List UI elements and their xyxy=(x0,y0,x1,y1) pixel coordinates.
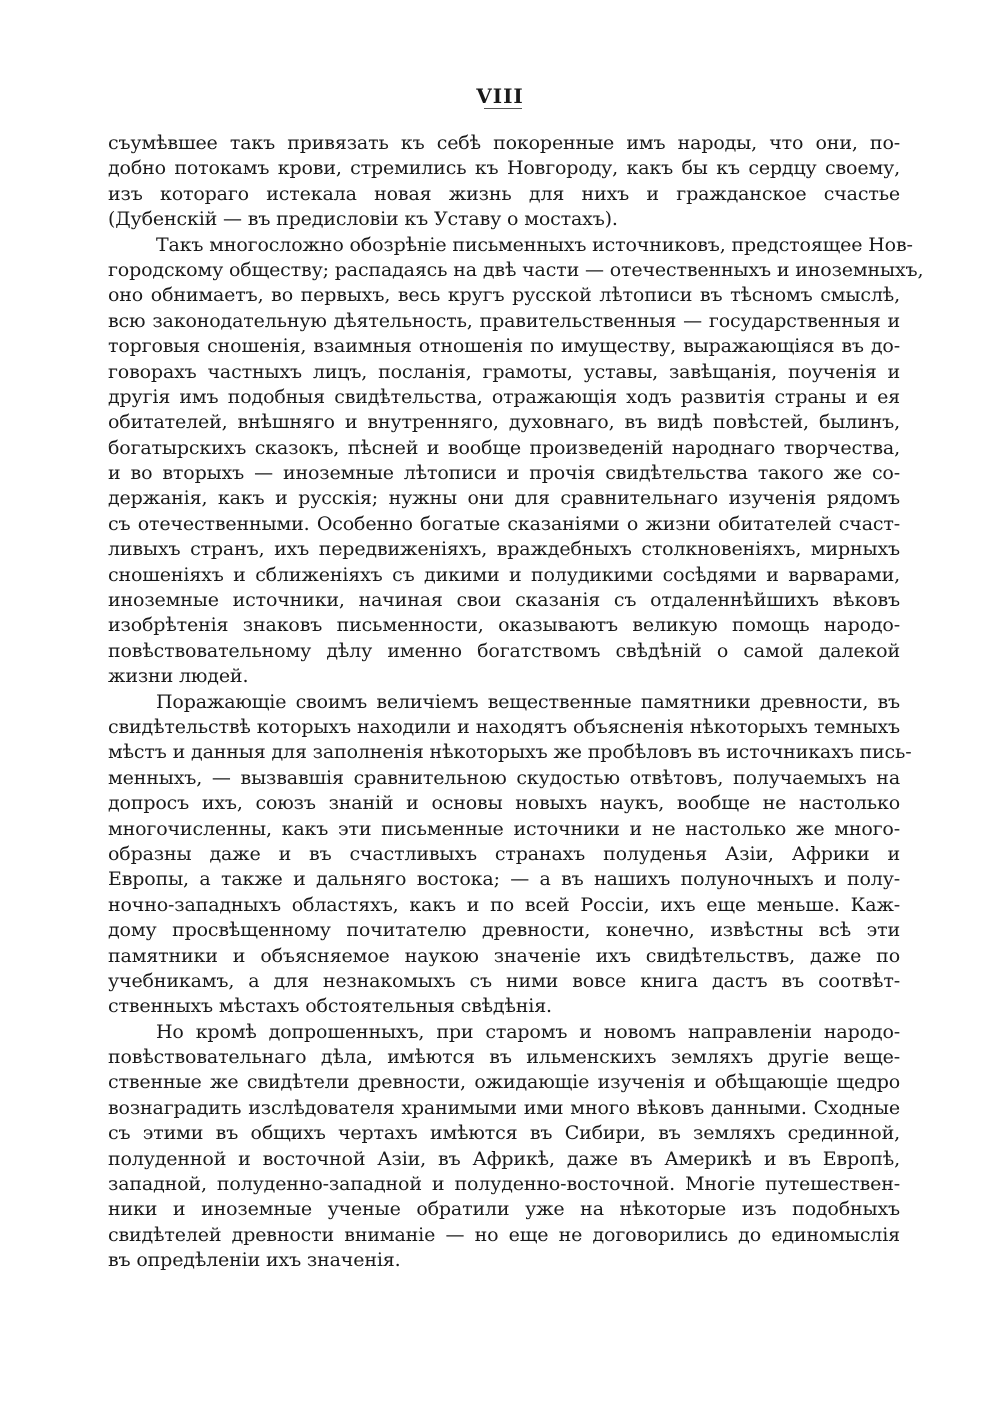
text-line: оно обнимаетъ, во первыхъ, весь кругъ русской лѣтописи въ тѣсномъ смыслѣ, xyxy=(108,284,900,307)
text-line: ственные же свидѣтели древности, ожидающіе изученія и обѣщающіе щедро xyxy=(108,1071,900,1094)
text-line: изъ котораго истекала новая жизнь для нихъ и гражданское счастье xyxy=(108,182,900,205)
text-line: съ отечественными. Особенно богатые сказаніями о жизни обитателей счаст- xyxy=(108,512,900,535)
text-line: обитателей, внѣшняго и внутренняго, духовнаго, въ видѣ повѣстей, былинъ, xyxy=(108,411,900,434)
text-line: мѣстъ и данныя для заполненія нѣкоторыхъ же пробѣловъ въ источникахъ пись- xyxy=(108,741,912,764)
text-line: въ опредѣленіи ихъ значенія. xyxy=(108,1249,401,1272)
text-line: Европы, а также и дальняго востока; — а въ нашихъ полуночныхъ и полу- xyxy=(108,868,900,891)
text-line: вознаградить изслѣдователя хранимыми ими много вѣковъ данными. Сходные xyxy=(108,1096,900,1119)
text-line: многочисленны, какъ эти письменные источники и не настолько же много- xyxy=(108,817,900,840)
text-line: держанія, какъ и русскія; нужны они для сравнительнаго изученія рядомъ xyxy=(108,487,900,510)
page-number: VIII xyxy=(476,84,524,108)
text-line: памятники и объясняемое наукою значеніе ихъ свидѣтельствъ, даже по xyxy=(108,944,900,967)
text-line: свидѣтелей древности вниманіе — но еще не договорились до единомыслія xyxy=(108,1223,900,1246)
text-line: Поражающіе своимъ величіемъ вещественные памятники древности, въ xyxy=(156,690,900,713)
text-line: ливыхъ странъ, ихъ передвиженіяхъ, враждебныхъ столкновеніяхъ, мирныхъ xyxy=(108,538,900,561)
text-line: сношеніяхъ и сближеніяхъ съ дикими и полудикими сосѣдями и варварами, xyxy=(108,563,900,586)
text-line: западной, полуденно-западной и полуденно-восточной. Многіе путешествен- xyxy=(108,1173,900,1196)
text-line: богатырскихъ сказокъ, пѣсней и вообще произведеній народнаго творчества, xyxy=(108,436,900,459)
text-line: свидѣтельствѣ которыхъ находили и находятъ объясненія нѣкоторыхъ темныхъ xyxy=(108,715,900,738)
paragraph xyxy=(108,690,912,1020)
text-line: (Дубенскій — въ предисловіи къ Уставу о мостахъ). xyxy=(108,208,618,231)
text-line: съ этими въ общихъ чертахъ имѣются въ Сибири, въ земляхъ срединной, xyxy=(108,1122,900,1145)
text-line: учебникамъ, а для незнакомыхъ съ ними вовсе книга дастъ въ соотвѣт- xyxy=(108,969,900,992)
text-line: торговыя сношенія, взаимныя отношенія по имуществу, выражающіяся въ до- xyxy=(108,335,900,358)
text-line: добно потокамъ крови, стремились къ Новгороду, какъ бы къ сердцу своему, xyxy=(108,157,900,180)
text-line: Но кромѣ допрошенныхъ, при старомъ и новомъ направленіи народо- xyxy=(156,1020,900,1043)
text-line: и во вторыхъ — иноземные лѣтописи и прочія свидѣтельства такого же со- xyxy=(108,462,900,485)
text-line: говорахъ частныхъ лицъ, посланія, грамоты, уставы, завѣщанія, поученія и xyxy=(108,360,900,383)
text-line: другія имъ подобныя свидѣтельства, отражающія ходъ развитія страны и ея xyxy=(108,385,900,408)
text-line: образны даже и въ счастливыхъ странахъ полуденья Азіи, Африки и xyxy=(108,842,900,865)
paragraph xyxy=(108,131,900,233)
text-line: городскому обществу; распадаясь на двѣ части — отечественныхъ и иноземныхъ, xyxy=(108,258,924,281)
text-line: повѣствовательному дѣлу именно богатствомъ свѣдѣній о самой далекой xyxy=(108,639,900,662)
text-line: иноземные источники, начиная свои сказанія съ отдаленнѣйшихъ вѣковъ xyxy=(108,589,900,612)
text-line: полуденной и восточной Азіи, въ Африкѣ, даже въ Америкѣ и въ Европѣ, xyxy=(108,1147,900,1170)
text-line: дому просвѣщенному почитателю древности, конечно, извѣстны всѣ эти xyxy=(108,919,900,942)
text-line: менныхъ, — вызвавшія сравнительною скудостью отвѣтовъ, получаемыхъ на xyxy=(108,766,900,789)
text-line: повѣствовательнаго дѣла, имѣются въ ильменскихъ земляхъ другіе веще- xyxy=(108,1046,900,1069)
text-line: ночно-западныхъ областяхъ, какъ и по всей Россіи, ихъ еще меньше. Каж- xyxy=(108,893,900,916)
body-text xyxy=(108,131,924,1274)
paragraph xyxy=(108,1020,900,1274)
text-line: допросъ ихъ, союзъ знаній и основы новыхъ наукъ, вообще не настолько xyxy=(108,792,900,815)
text-line: ники и иноземные ученые обратили уже на нѣкоторые изъ подобныхъ xyxy=(108,1198,900,1221)
text-line: изобрѣтенія знаковъ письменности, оказываютъ великую помощь народо- xyxy=(108,614,900,637)
text-line: всю законодательную дѣятельность, правительственныя — государственныя и xyxy=(108,309,900,332)
paragraph xyxy=(108,233,924,690)
text-line: жизни людей. xyxy=(108,665,249,688)
page-number-underline xyxy=(484,108,522,109)
text-line: Такъ многосложно обозрѣніе письменныхъ источниковъ, предстоящее Нов- xyxy=(156,233,913,256)
text-line: ственныхъ мѣстахъ обстоятельныя свѣдѣнія. xyxy=(108,995,552,1018)
text-line: съумѣвшее такъ привязать къ себѣ покоренные имъ народы, что они, по- xyxy=(108,132,900,154)
